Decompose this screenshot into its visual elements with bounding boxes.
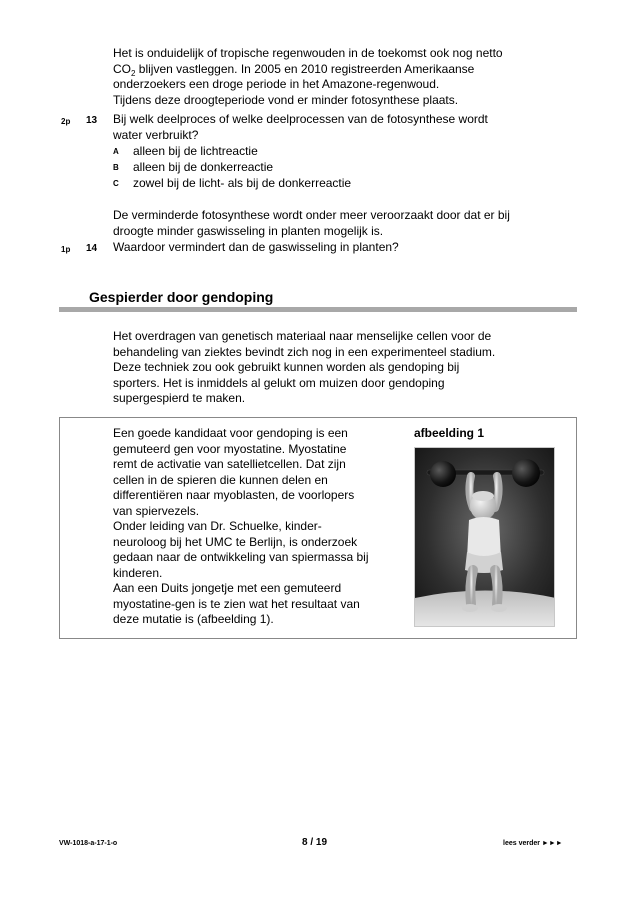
q13-option-c-text[interactable]: zowel bij de licht- als bij de donkerreactie — [133, 176, 352, 190]
q13-points: 2p — [61, 117, 71, 126]
info-line: myostatine-gen is te zien wat het resultaat van — [113, 596, 360, 611]
section-intro-line: supergespierd te maken. — [113, 391, 246, 405]
info-line: differentiëren naar myoblasten, de voorlopers — [113, 488, 355, 502]
footer-code: VW-1018-a-17-1-o — [59, 840, 118, 847]
info-line: neuroloog bij het UMC te Berlijn, is onderzoek — [113, 534, 358, 549]
q13-text: Bij welk deelproces of welke deelprocessen van de fotosynthese wordt — [113, 112, 488, 126]
info-line: remt de activatie van satellietcellen. Dat zijn — [113, 457, 346, 471]
info-line: kinderen. — [113, 565, 163, 580]
photo-baby-weightlifter — [414, 447, 555, 627]
baby-weightlifter-illustration — [415, 448, 555, 627]
footer-next: lees verder ►►► — [503, 840, 563, 847]
q14-points: 1p — [61, 245, 71, 254]
section-intro-line: Het overdragen van genetisch materiaal naar menselijke cellen voor de — [113, 329, 492, 343]
section-intro-line: behandeling van ziektes bevindt zich nog in een experimenteel stadium. — [113, 344, 496, 359]
figure-label: afbeelding 1 — [414, 426, 485, 440]
info-box-text — [113, 426, 369, 628]
context-line: droogte minder gaswisseling in planten mogelijk is. — [113, 223, 384, 238]
section-intro — [113, 329, 495, 407]
info-line: Aan een Duits jongetje met een gemuteerd — [113, 581, 342, 595]
context-paragraph — [113, 208, 510, 239]
intro-paragraph — [113, 46, 503, 108]
context-line: De verminderde fotosynthese wordt onder meer veroorzaakt door dat er bij — [113, 208, 510, 222]
section-intro-line: sporters. Het is inmiddels al gelukt om muizen door gendoping — [113, 375, 445, 390]
intro-line: Tijdens deze droogteperiode vond er minder fotosynthese plaats. — [113, 92, 459, 107]
info-line: deze mutatie is (afbeelding 1). — [113, 612, 274, 626]
intro-line: Het is onduidelijk of tropische regenwouden in de toekomst ook nog netto — [113, 46, 503, 60]
info-line: Een goede kandidaat voor gendoping is een — [113, 426, 348, 440]
q14-number: 14 — [86, 243, 98, 254]
info-line: cellen in de spieren die kunnen delen en — [113, 472, 328, 487]
info-line: Onder leiding van Dr. Schuelke, kinder- — [113, 519, 322, 533]
section-rule — [59, 307, 577, 312]
q13-option-b-text[interactable]: alleen bij de donkerreactie — [133, 160, 274, 174]
info-line: gemuteerd gen voor myostatine. Myostatine — [113, 441, 347, 456]
q13-number: 13 — [86, 115, 98, 126]
q13-question — [113, 112, 488, 143]
section-title: Gespierder door gendoping — [89, 289, 274, 305]
q13-text: water verbruikt? — [113, 127, 199, 142]
q13-option-b-letter: B — [113, 163, 119, 172]
intro-line-co2: $CO_2$ blijven vastleggen. In 2005 en 2010 registreerden Amerikaanse — [113, 61, 475, 78]
info-line: van spiervezels. — [113, 503, 200, 518]
q13-option-a-letter: A — [113, 147, 119, 156]
info-line: gedaan naar de ontwikkeling van spiermassa bij — [113, 550, 369, 564]
page-number: 8 / 19 — [302, 837, 328, 848]
intro-line: onderzoekers een droge periode in het Amazone-regenwoud. — [113, 77, 440, 91]
q13-option-c-letter: C — [113, 179, 119, 188]
section-intro-line: Deze techniek zou ook gebruikt kunnen worden als gendoping bij — [113, 360, 460, 374]
q13-option-a-text[interactable]: alleen bij de lichtreactie — [133, 144, 258, 158]
q14-question: Waardoor vermindert dan de gaswisseling in planten? — [113, 240, 399, 254]
